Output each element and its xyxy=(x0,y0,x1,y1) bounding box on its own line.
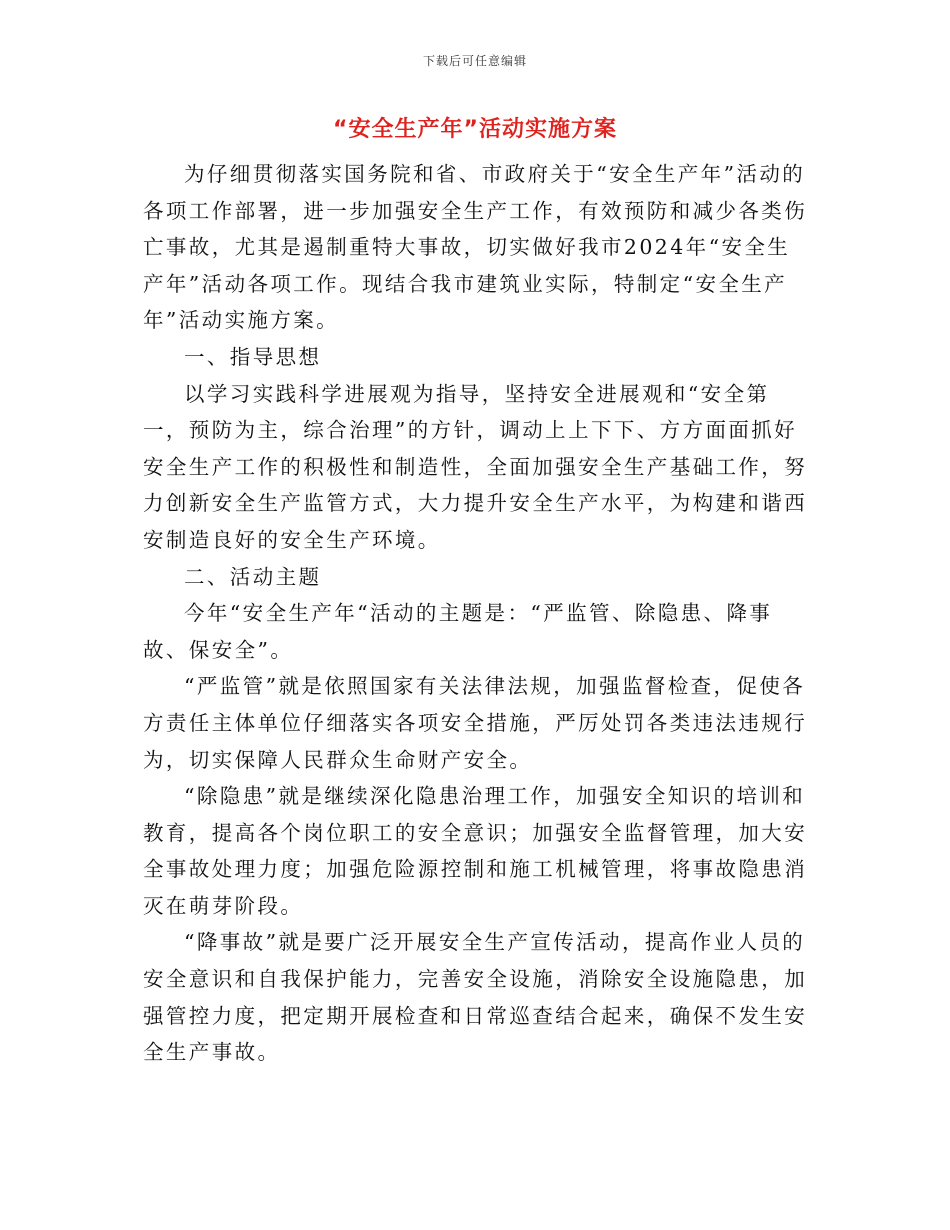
strict-supervision-paragraph: “严监管”就是依照国家有关法律法规，加强监督检查，促使各方责任主体单位仔细落实各项安全措施，严厉处罚各类违法违规行为，切实保障人民群众生命财产安全。 xyxy=(143,674,808,772)
section-heading-guiding-ideology: 一、指导思想 xyxy=(184,344,322,369)
reduce-accidents-paragraph: “降事故”就是要广泛开展安全生产宣传活动，提高作业人员的安全意识和自我保护能力，完善安全设施，消除安全设施隐患，加强管控力度，把定期开展检查和日常巡查结合起来，确保不发生安全生产事故。 xyxy=(143,930,808,1065)
header-note: 下载后可任意编辑 xyxy=(422,54,527,68)
guiding-ideology-paragraph: 以学习实践科学进展观为指导，坚持安全进展观和“安全第一，预防为主，综合治理”的方针，调动上上下下、方方面面抓好安全生产工作的积极性和制造性，全面加强安全生产基础工作，努力创新安全生产监管方式，大力提升安全生产水平，为构建和谐西安制造良好的安全生产环境。 xyxy=(143,381,808,552)
eliminate-hazards-paragraph: “除隐患”就是继续深化隐患治理工作，加强安全知识的培训和教育，提高各个岗位职工的安全意识；加强安全监督管理，加大安全事故处理力度；加强危险源控制和施工机械管理，将事故隐患消灭在萌芽阶段。 xyxy=(143,784,808,918)
document-title: “安全生产年”活动实施方案 xyxy=(333,117,617,142)
section-heading-activity-theme: 二、活动主题 xyxy=(184,564,322,589)
intro-paragraph: 为仔细贯彻落实国务院和省、市政府关于“安全生产年”活动的各项工作部署，进一步加强安全生产工作，有效预防和减少各类伤亡事故，尤其是遏制重特大事故，切实做好我市2024年“安全生产年”活动各项工作。现结合我市建筑业实际，特制定“安全生产年”活动实施方案。 xyxy=(143,162,808,333)
document-body xyxy=(143,156,811,1071)
activity-theme-paragraph: 今年“安全生产年“活动的主题是：“严监管、除隐患、降事故、保安全”。 xyxy=(143,601,773,662)
